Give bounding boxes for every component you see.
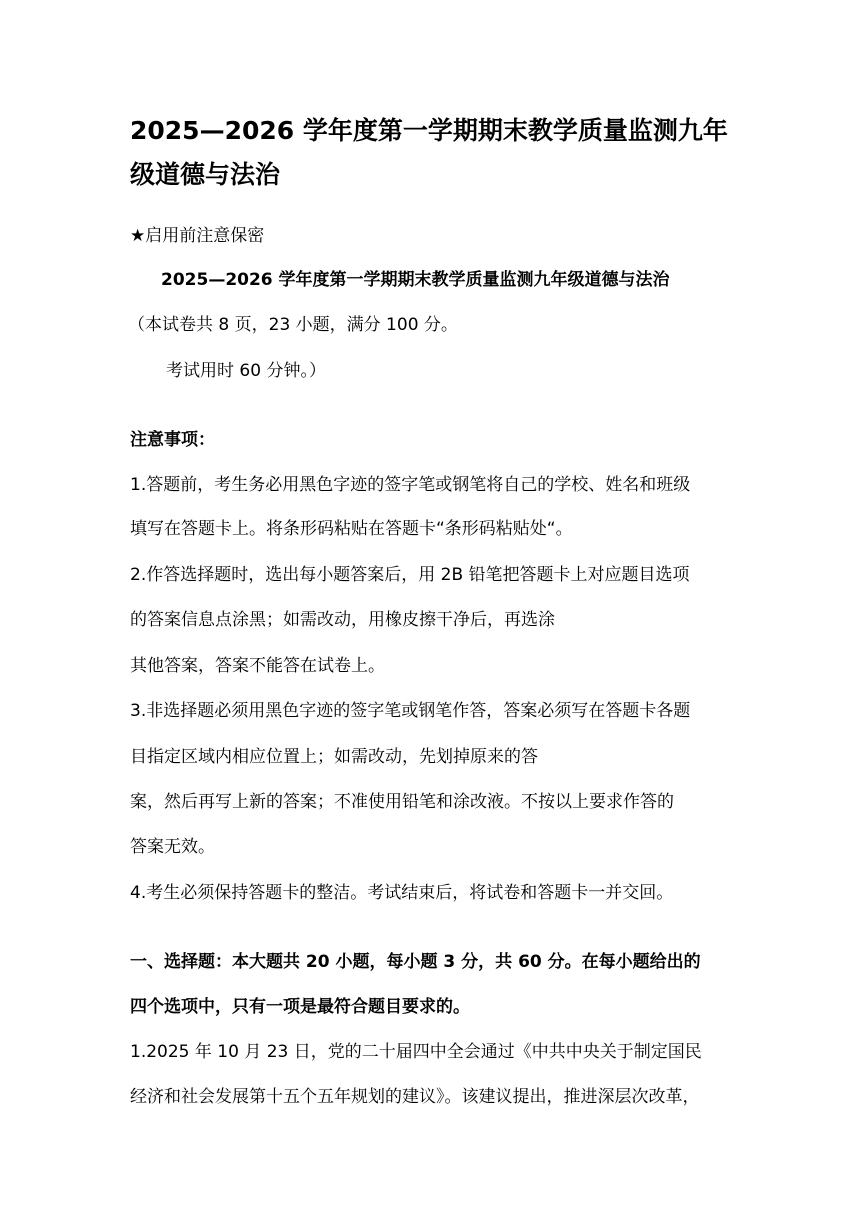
document-title-line-1: 2025—2026 学年度第一学期期末教学质量监测九年 [130,116,728,145]
section-heading-line-1: 一、选择题：本大题共 20 小题，每小题 3 分，共 60 分。在每小题给出的 [130,952,701,972]
question-1-line-1: 1.2025 年 10 月 23 日，党的二十届四中全会通过《中共中央关于制定国民 [130,1042,702,1062]
notice-line: 目指定区域内相应位置上；如需改动，先划掉原来的答 [130,747,538,767]
notice-line: 3.非选择题必须用黑色字迹的签字笔或钢笔作答，答案必须写在答题卡各题 [130,701,691,721]
notice-line: 其他答案，答案不能答在试卷上。 [130,656,385,676]
notice-line: 案，然后再写上新的答案；不准使用铅笔和涂改液。不按以上要求作答的 [130,792,674,812]
notice-line: 的答案信息点涂黑；如需改动，用橡皮擦干净后，再选涂 [130,610,555,630]
notice-line: 4.考生必须保持答题卡的整洁。考试结束后，将试卷和答题卡一并交回。 [130,883,674,903]
question-1-line-2: 经济和社会发展第十五个五年规划的建议》。该建议提出，推进深层次改革， [130,1087,700,1107]
notice-line: 2.作答选择题时，选出每小题答案后，用 2B 铅笔把答题卡上对应题目选项 [130,565,690,585]
confidential-notice: ★启用前注意保密 [130,226,265,246]
document-title-line-2: 级道德与法治 [130,160,281,189]
notice-line: 1.答题前，考生务必用黑色字迹的签字笔或钢笔将自己的学校、姓名和班级 [130,475,691,495]
notice-line: 答案无效。 [130,837,215,857]
exam-info-line-2: 考试用时 60 分钟。） [166,361,326,381]
exam-info-line-1: （本试卷共 8 页，23 小题，满分 100 分。 [128,315,458,335]
section-heading-line-2: 四个选项中，只有一项是最符合题目要求的。 [130,997,470,1017]
notice-heading: 注意事项： [130,430,215,450]
exam-subtitle: 2025—2026 学年度第一学期期末教学质量监测九年级道德与法治 [161,270,670,290]
notice-line: 填写在答题卡上。将条形码粘贴在答题卡“条形码粘贴处“。 [130,519,573,539]
